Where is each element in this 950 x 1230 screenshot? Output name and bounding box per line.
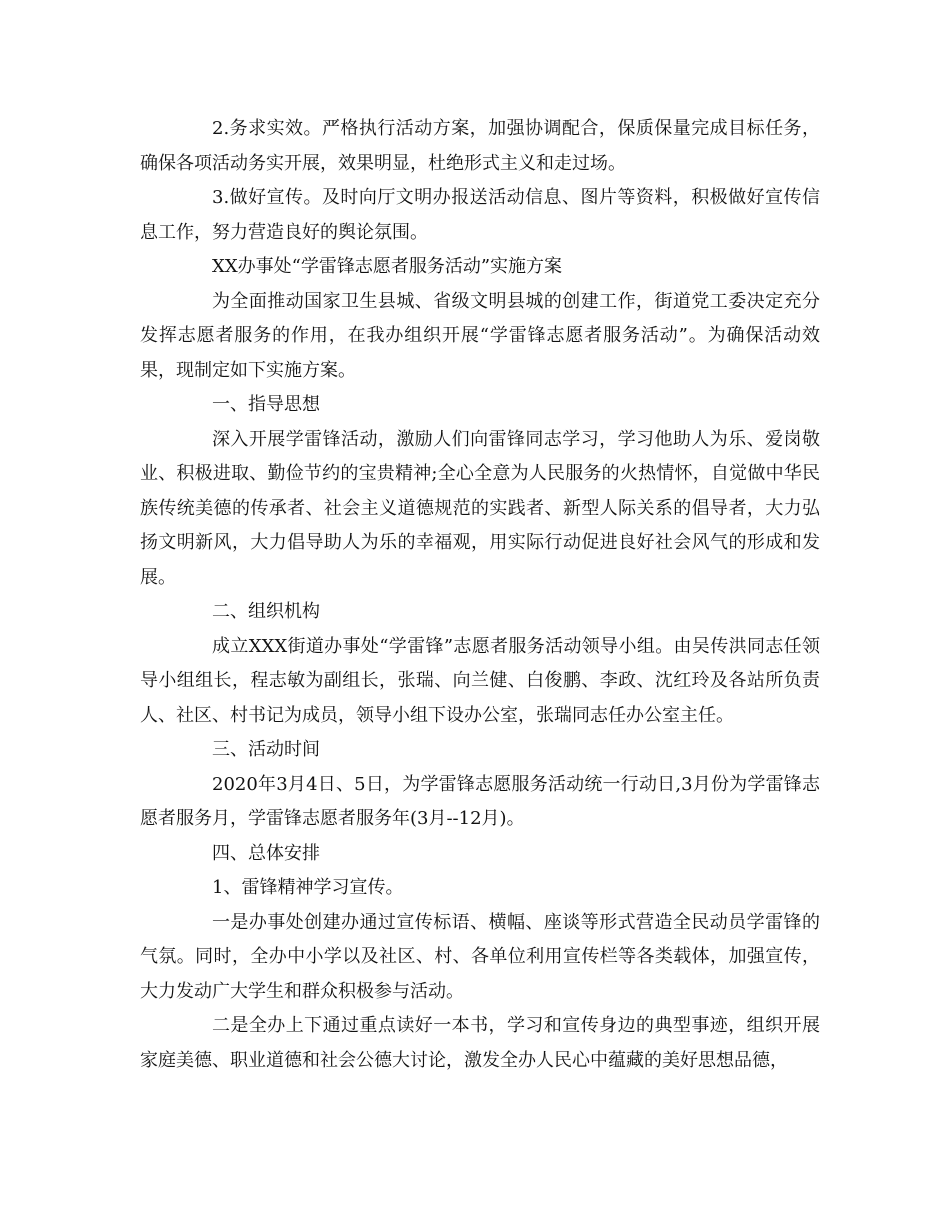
document-body	[140, 112, 820, 1078]
subheading-study-publicity: 1、雷锋精神学习宣传。	[212, 877, 404, 898]
paragraph-first-item: 一是办事处创建办通过宣传标语、横幅、座谈等形式营造全民动员学雷锋的气氛。同时，全办中小学以及社区、村、各单位利用宣传栏等各类载体，加强宣传，大力发动广大学生和群众积极参与活动。	[140, 911, 820, 1002]
heading-guiding-thought: 一、指导思想	[212, 394, 320, 415]
paragraph-guiding-thought: 深入开展学雷锋活动，激励人们向雷锋同志学习，学习他助人为乐、爱岗敬业、积极进取、勤俭节约的宝贵精神;全心全意为人民服务的火热情怀，自觉做中华民族传统美德的传承者、社会主义道德规范的实践者、新型人际关系的倡导者，大力弘扬文明新风，大力倡导助人为乐的幸福观，用实际行动促进良好社会风气的形成和发展。	[140, 428, 820, 588]
heading-overall-arrangement: 四、总体安排	[212, 842, 320, 864]
paragraph-activity-time: 2020年3月4日、5日，为学雷锋志愿服务活动统一行动日,3月份为学雷锋志愿者服务月，学雷锋志愿者服务年(3月--12月)。	[140, 773, 820, 829]
heading-activity-time: 三、活动时间	[212, 739, 320, 760]
paragraph-publicity: 3.做好宣传。及时向厅文明办报送活动信息、图片等资料，积极做好宣传信息工作，努力营造良好的舆论氛围。	[140, 187, 820, 243]
paragraph-second-item: 二是全办上下通过重点读好一本书，学习和宣传身边的典型事迹，组织开展家庭美德、职业道德和社会公德大讨论，激发全办人民心中蕴藏的美好思想品德，	[140, 1015, 820, 1071]
paragraph-effectiveness: 2.务求实效。严格执行活动方案，加强协调配合，保质保量完成目标任务，确保各项活动务实开展，效果明显，杜绝形式主义和走过场。	[140, 118, 820, 174]
paragraph-organization: 成立XXX街道办事处“学雷锋”志愿者服务活动领导小组。由吴传洪同志任领导小组组长，程志敏为副组长，张瑞、向兰健、白俊鹏、李政、沈红玲及各站所负责人、社区、村书记为成员，领导小组下设办公室，张瑞同志任办公室主任。	[140, 635, 820, 726]
paragraph-intro: 为全面推动国家卫生县城、省级文明县城的创建工作，街道党工委决定充分发挥志愿者服务的作用，在我办组织开展“学雷锋志愿者服务活动”。为确保活动效果，现制定如下实施方案。	[140, 290, 820, 381]
heading-organization: 二、组织机构	[212, 601, 320, 622]
plan-title: XX办事处“学雷锋志愿者服务活动”实施方案	[212, 256, 563, 277]
